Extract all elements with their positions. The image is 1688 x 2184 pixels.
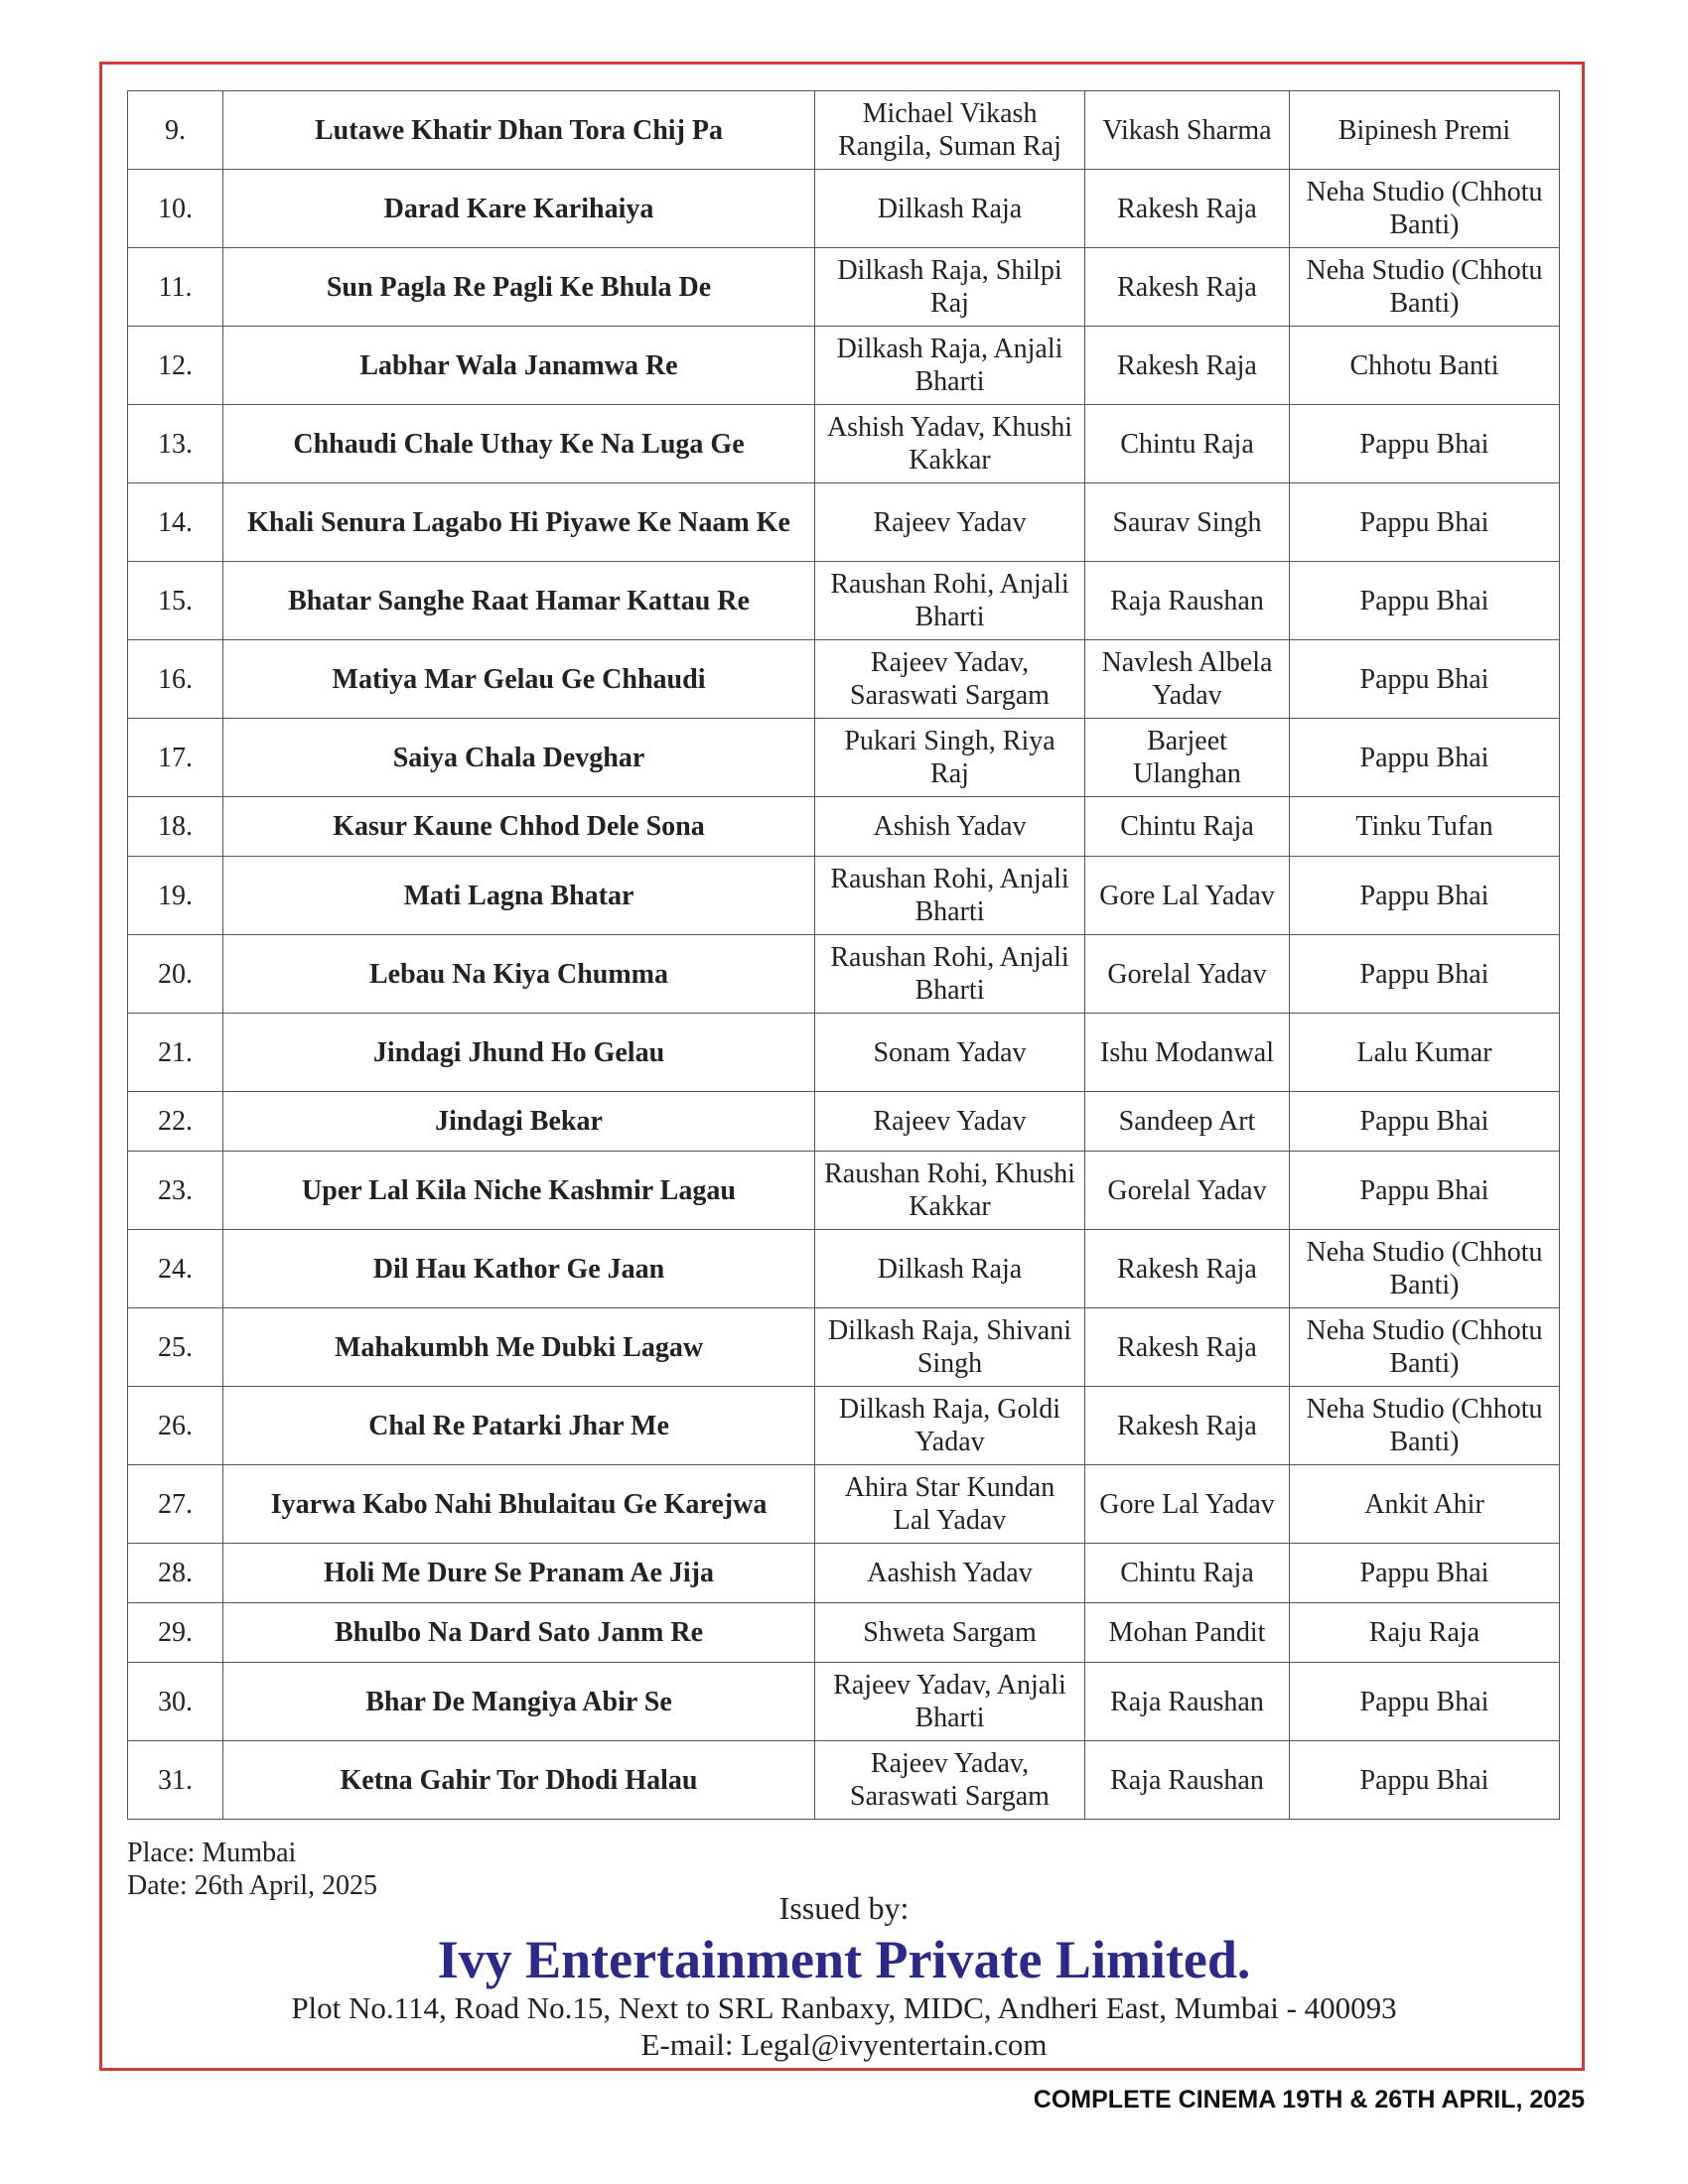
- table-row: [128, 1387, 1560, 1465]
- song-title: Sun Pagla Re Pagli Ke Bhula De: [223, 248, 815, 327]
- music-director: Chhotu Banti: [1290, 327, 1560, 405]
- music-director: Pappu Bhai: [1290, 1741, 1560, 1820]
- singer: Raushan Rohi, Khushi Kakkar: [815, 1152, 1085, 1230]
- song-title: Saiya Chala Devghar: [223, 719, 815, 797]
- lyricist: Rakesh Raja: [1085, 1308, 1290, 1387]
- row-number: 26.: [128, 1387, 223, 1465]
- table-row: [128, 797, 1560, 857]
- song-title: Matiya Mar Gelau Ge Chhaudi: [223, 640, 815, 719]
- singer: Raushan Rohi, Anjali Bharti: [815, 857, 1085, 935]
- music-director: Ankit Ahir: [1290, 1465, 1560, 1544]
- row-number: 13.: [128, 405, 223, 483]
- singer: Raushan Rohi, Anjali Bharti: [815, 562, 1085, 640]
- song-title: Bhulbo Na Dard Sato Janm Re: [223, 1603, 815, 1663]
- music-director: Pappu Bhai: [1290, 1152, 1560, 1230]
- song-title: Darad Kare Karihaiya: [223, 170, 815, 248]
- row-number: 10.: [128, 170, 223, 248]
- music-director: Raju Raja: [1290, 1603, 1560, 1663]
- lyricist: Rakesh Raja: [1085, 327, 1290, 405]
- row-number: 30.: [128, 1663, 223, 1741]
- row-number: 22.: [128, 1092, 223, 1152]
- table-row: [128, 1465, 1560, 1544]
- row-number: 18.: [128, 797, 223, 857]
- singer: Raushan Rohi, Anjali Bharti: [815, 935, 1085, 1014]
- table-row: [128, 1603, 1560, 1663]
- lyricist: Gorelal Yadav: [1085, 1152, 1290, 1230]
- song-title: Mati Lagna Bhatar: [223, 857, 815, 935]
- lyricist: Rakesh Raja: [1085, 1387, 1290, 1465]
- table-row: [128, 327, 1560, 405]
- row-number: 29.: [128, 1603, 223, 1663]
- music-director: Neha Studio (Chhotu Banti): [1290, 1387, 1560, 1465]
- table-row: [128, 1152, 1560, 1230]
- lyricist: Rakesh Raja: [1085, 1230, 1290, 1308]
- song-title: Bhar De Mangiya Abir Se: [223, 1663, 815, 1741]
- music-director: Bipinesh Premi: [1290, 91, 1560, 170]
- lyricist: Chintu Raja: [1085, 797, 1290, 857]
- lyricist: Barjeet Ulanghan: [1085, 719, 1290, 797]
- table-row: [128, 248, 1560, 327]
- music-director: Pappu Bhai: [1290, 405, 1560, 483]
- company-address: Plot No.114, Road No.15, Next to SRL Ranbaxy, MIDC, Andheri East, Mumbai - 400093: [291, 1990, 1397, 2025]
- singer: Dilkash Raja, Anjali Bharti: [815, 327, 1085, 405]
- table-row: [128, 1308, 1560, 1387]
- table-row: [128, 91, 1560, 170]
- singer: Ashish Yadav: [815, 797, 1085, 857]
- singer: Aashish Yadav: [815, 1544, 1085, 1603]
- singer: Dilkash Raja, Shilpi Raj: [815, 248, 1085, 327]
- table-row: [128, 170, 1560, 248]
- lyricist: Gore Lal Yadav: [1085, 857, 1290, 935]
- lyricist: Rakesh Raja: [1085, 170, 1290, 248]
- music-director: Neha Studio (Chhotu Banti): [1290, 248, 1560, 327]
- music-director: Pappu Bhai: [1290, 1092, 1560, 1152]
- row-number: 12.: [128, 327, 223, 405]
- lyricist: Raja Raushan: [1085, 1741, 1290, 1820]
- singer: Rajeev Yadav: [815, 1092, 1085, 1152]
- table-row: [128, 483, 1560, 562]
- song-title: Jindagi Jhund Ho Gelau: [223, 1014, 815, 1092]
- songs-table-body: [128, 91, 1560, 1820]
- music-director: Tinku Tufan: [1290, 797, 1560, 857]
- singer: Ahira Star Kundan Lal Yadav: [815, 1465, 1085, 1544]
- date-line: Date: 26th April, 2025: [127, 1870, 377, 1901]
- row-number: 20.: [128, 935, 223, 1014]
- lyricist: Rakesh Raja: [1085, 248, 1290, 327]
- song-title: Dil Hau Kathor Ge Jaan: [223, 1230, 815, 1308]
- song-title: Uper Lal Kila Niche Kashmir Lagau: [223, 1152, 815, 1230]
- row-number: 14.: [128, 483, 223, 562]
- row-number: 19.: [128, 857, 223, 935]
- music-director: Neha Studio (Chhotu Banti): [1290, 1308, 1560, 1387]
- music-director: Pappu Bhai: [1290, 935, 1560, 1014]
- table-row: [128, 719, 1560, 797]
- row-number: 23.: [128, 1152, 223, 1230]
- lyricist: Gorelal Yadav: [1085, 935, 1290, 1014]
- company-email: E-mail: Legal@ivyentertain.com: [640, 2027, 1048, 2062]
- singer: Rajeev Yadav, Anjali Bharti: [815, 1663, 1085, 1741]
- table-row: [128, 857, 1560, 935]
- music-director: Pappu Bhai: [1290, 1663, 1560, 1741]
- singer: Dilkash Raja: [815, 1230, 1085, 1308]
- row-number: 11.: [128, 248, 223, 327]
- song-title: Jindagi Bekar: [223, 1092, 815, 1152]
- row-number: 24.: [128, 1230, 223, 1308]
- table-row: [128, 562, 1560, 640]
- row-number: 9.: [128, 91, 223, 170]
- singer: Sonam Yadav: [815, 1014, 1085, 1092]
- music-director: Neha Studio (Chhotu Banti): [1290, 1230, 1560, 1308]
- table-row: [128, 1544, 1560, 1603]
- music-director: Lalu Kumar: [1290, 1014, 1560, 1092]
- song-title: Bhatar Sanghe Raat Hamar Kattau Re: [223, 562, 815, 640]
- song-title: Labhar Wala Janamwa Re: [223, 327, 815, 405]
- table-row: [128, 1741, 1560, 1820]
- lyricist: Vikash Sharma: [1085, 91, 1290, 170]
- table-row: [128, 935, 1560, 1014]
- lyricist: Ishu Modanwal: [1085, 1014, 1290, 1092]
- music-director: Pappu Bhai: [1290, 483, 1560, 562]
- singer: Michael Vikash Rangila, Suman Raj: [815, 91, 1085, 170]
- table-row: [128, 1663, 1560, 1741]
- row-number: 25.: [128, 1308, 223, 1387]
- lyricist: Mohan Pandit: [1085, 1603, 1290, 1663]
- singer: Pukari Singh, Riya Raj: [815, 719, 1085, 797]
- song-title: Chhaudi Chale Uthay Ke Na Luga Ge: [223, 405, 815, 483]
- song-title: Mahakumbh Me Dubki Lagaw: [223, 1308, 815, 1387]
- table-row: [128, 405, 1560, 483]
- lyricist: Chintu Raja: [1085, 405, 1290, 483]
- lyricist: Navlesh Albela Yadav: [1085, 640, 1290, 719]
- row-number: 21.: [128, 1014, 223, 1092]
- song-title: Chal Re Patarki Jhar Me: [223, 1387, 815, 1465]
- lyricist: Sandeep Art: [1085, 1092, 1290, 1152]
- table-row: [128, 1230, 1560, 1308]
- music-director: Pappu Bhai: [1290, 1544, 1560, 1603]
- music-director: Pappu Bhai: [1290, 562, 1560, 640]
- lyricist: Chintu Raja: [1085, 1544, 1290, 1603]
- music-director: Neha Studio (Chhotu Banti): [1290, 170, 1560, 248]
- song-title: Ketna Gahir Tor Dhodi Halau: [223, 1741, 815, 1820]
- row-number: 27.: [128, 1465, 223, 1544]
- row-number: 31.: [128, 1741, 223, 1820]
- row-number: 17.: [128, 719, 223, 797]
- row-number: 15.: [128, 562, 223, 640]
- lyricist: Raja Raushan: [1085, 1663, 1290, 1741]
- lyricist: Gore Lal Yadav: [1085, 1465, 1290, 1544]
- publication-footer: COMPLETE CINEMA 19TH & 26TH APRIL, 2025: [1033, 2086, 1585, 2114]
- singer: Dilkash Raja: [815, 170, 1085, 248]
- song-title: Lutawe Khatir Dhan Tora Chij Pa: [223, 91, 815, 170]
- company-name: Ivy Entertainment Private Limited.: [437, 1930, 1251, 1989]
- lyricist: Raja Raushan: [1085, 562, 1290, 640]
- row-number: 16.: [128, 640, 223, 719]
- issued-by-label: Issued by:: [778, 1890, 910, 1926]
- singer: Ashish Yadav, Khushi Kakkar: [815, 405, 1085, 483]
- table-row: [128, 1014, 1560, 1092]
- song-title: Iyarwa Kabo Nahi Bhulaitau Ge Karejwa: [223, 1465, 815, 1544]
- table-row: [128, 1092, 1560, 1152]
- singer: Rajeev Yadav: [815, 483, 1085, 562]
- song-title: Kasur Kaune Chhod Dele Sona: [223, 797, 815, 857]
- music-director: Pappu Bhai: [1290, 719, 1560, 797]
- singer: Dilkash Raja, Shivani Singh: [815, 1308, 1085, 1387]
- lyricist: Saurav Singh: [1085, 483, 1290, 562]
- singer: Rajeev Yadav, Saraswati Sargam: [815, 1741, 1085, 1820]
- music-director: Pappu Bhai: [1290, 857, 1560, 935]
- song-title: Lebau Na Kiya Chumma: [223, 935, 815, 1014]
- singer: Shweta Sargam: [815, 1603, 1085, 1663]
- row-number: 28.: [128, 1544, 223, 1603]
- table-row: [128, 640, 1560, 719]
- song-title: Holi Me Dure Se Pranam Ae Jija: [223, 1544, 815, 1603]
- songs-table: [127, 90, 1560, 1820]
- music-director: Pappu Bhai: [1290, 640, 1560, 719]
- singer: Dilkash Raja, Goldi Yadav: [815, 1387, 1085, 1465]
- singer: Rajeev Yadav, Saraswati Sargam: [815, 640, 1085, 719]
- song-title: Khali Senura Lagabo Hi Piyawe Ke Naam Ke: [223, 483, 815, 562]
- place-line: Place: Mumbai: [127, 1838, 297, 1868]
